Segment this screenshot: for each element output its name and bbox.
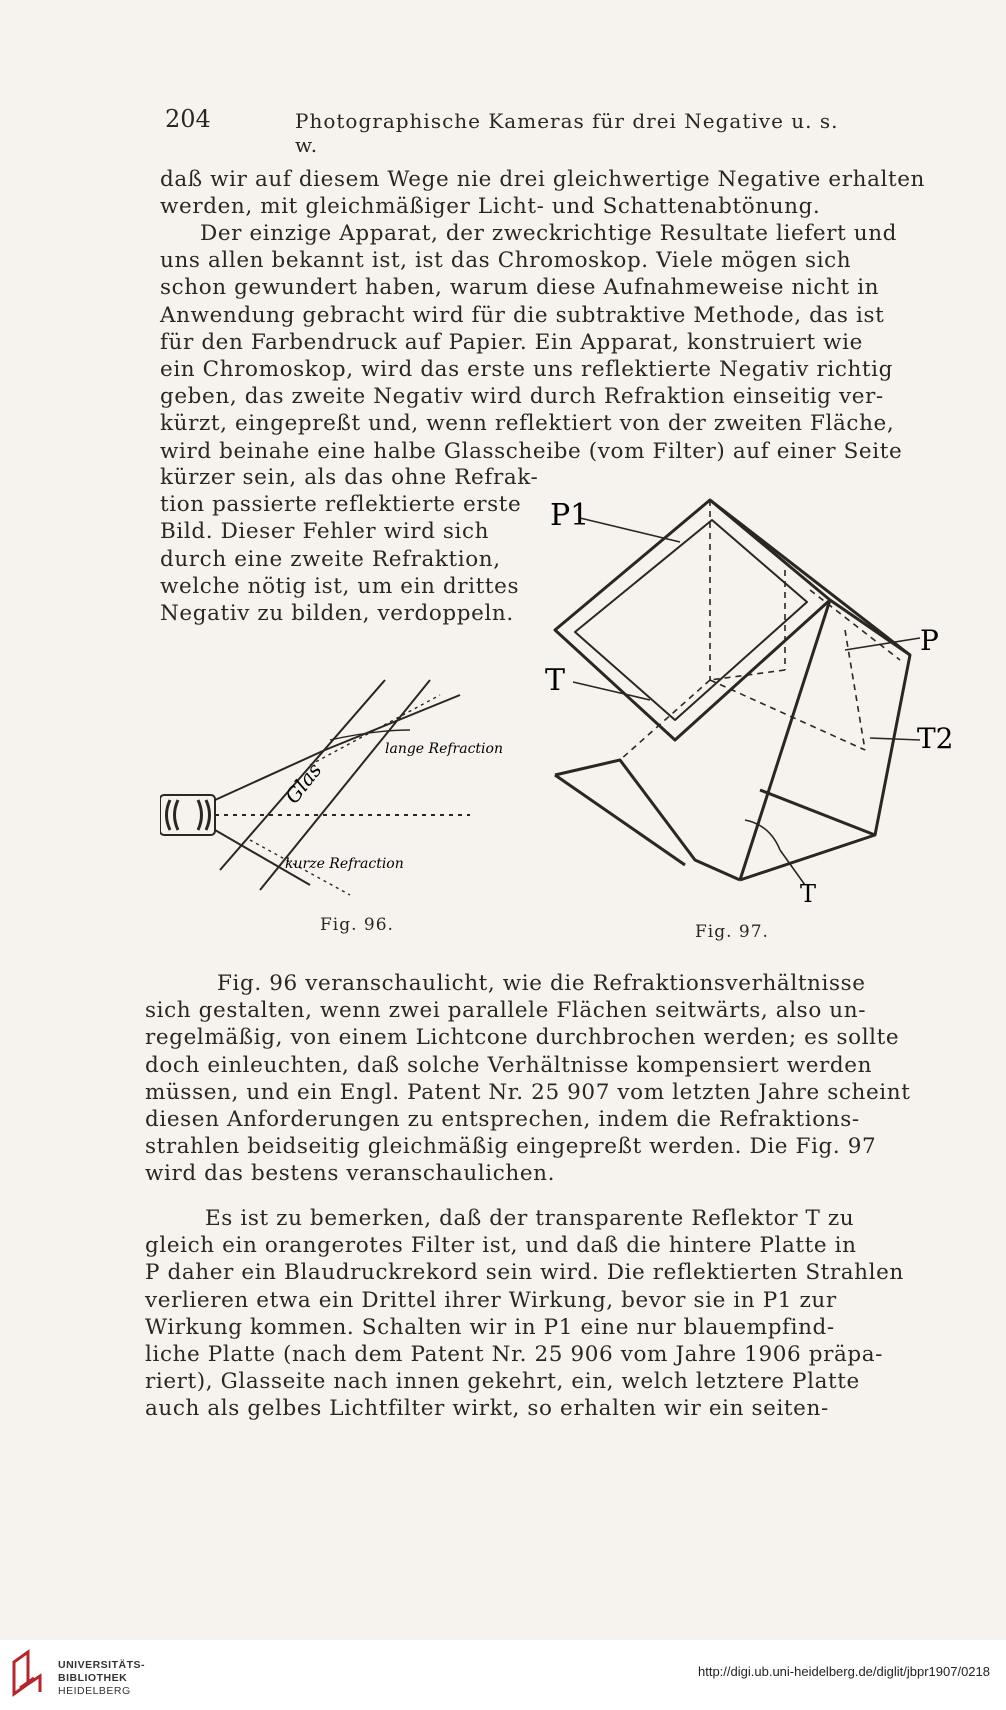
- text-line: doch einleuchten, daß solche Verhältnisse kompensiert werden: [145, 1052, 873, 1078]
- text-line: wird das bestens veranschaulichen.: [145, 1161, 556, 1187]
- text-line: regelmäßig, von einem Lichtcone durchbrochen werden; es sollte: [145, 1025, 900, 1051]
- text-line: wird beinahe eine halbe Glasscheibe (vom Filter) auf einer Seite: [160, 438, 903, 464]
- caption-fig-97: Fig. 97.: [695, 922, 769, 942]
- label-kurze-refraction: kurze Refraction: [285, 856, 404, 872]
- text-line: Anwendung gebracht wird für die subtraktive Methode, das ist: [160, 302, 885, 328]
- paragraph-3: [145, 970, 955, 1188]
- leader-t: [573, 682, 650, 700]
- text-line: werden, mit gleichmäßiger Licht- und Schattenabtönung.: [160, 194, 821, 220]
- text-line: verlieren etwa ein Drittel ihrer Wirkung, bevor sie in P1 zur: [145, 1287, 837, 1313]
- prism-base: [555, 760, 740, 880]
- text-line: liche Platte (nach dem Patent Nr. 25 906 vom Jahre 1906 präpa-: [145, 1342, 884, 1368]
- running-title: Photographische Kameras für drei Negative u. s. w.: [295, 109, 839, 157]
- label-t2: T2: [917, 722, 954, 755]
- logo-mark-paths: [14, 1652, 40, 1694]
- text-line: strahlen beidseitig gleichmäßig eingepreßt werden. Die Fig. 97: [145, 1134, 877, 1160]
- text-line: gleich ein orangerotes Filter ist, und daß die hintere Platte in: [145, 1233, 857, 1259]
- text-line: Der einzige Apparat, der zweckrichtige Resultate liefert und: [200, 221, 898, 246]
- text-line: P daher ein Blaudruckrekord sein wird. Die reflektierten Strahlen: [145, 1260, 904, 1286]
- text-line: welche nötig ist, um ein drittes: [160, 573, 520, 599]
- logo-text-line-2: BIBLIOTHEK: [58, 1672, 128, 1684]
- leader-t2: [870, 738, 920, 740]
- label-lange-refraction: lange Refraction: [385, 741, 503, 757]
- text-line: geben, das zweite Negativ wird durch Refraktion einseitig ver-: [160, 384, 884, 410]
- leader-p: [845, 638, 920, 650]
- paragraph-4: [145, 1205, 955, 1423]
- text-line: kürzt, eingepreßt und, wenn reflektiert von der zweiten Fläche,: [160, 411, 895, 437]
- text-line: schon gewundert haben, warum diese Aufnahmeweise nicht in: [160, 275, 880, 301]
- paragraph-1: [160, 166, 962, 220]
- text-line: Bild. Dieser Fehler wird sich: [160, 519, 490, 545]
- prism-outer: [710, 500, 910, 880]
- lens-icon: [160, 795, 215, 835]
- page-number: 204: [165, 105, 211, 133]
- text-line: müssen, und ein Engl. Patent Nr. 25 907 vom letzten Jahre scheint: [145, 1079, 911, 1105]
- source-url-link[interactable]: http://digi.ub.uni-heidelberg.de/diglit/jbpr1907/0218: [698, 1664, 990, 1679]
- text-line: tion passierte reflektierte erste: [160, 492, 522, 518]
- paragraph-2-continuation: [160, 464, 548, 627]
- figure-97: [545, 490, 965, 910]
- text-line: uns allen bekannt ist, ist das Chromoskop. Viele mögen sich: [160, 248, 852, 274]
- label-glas: Glas: [280, 758, 327, 809]
- label-p: P: [920, 624, 939, 657]
- figure-96: [160, 670, 520, 900]
- label-t: T: [545, 663, 566, 698]
- hidden-edge-3: [710, 680, 865, 750]
- logo-text-line-1: UNIVERSITÄTS-: [58, 1659, 146, 1671]
- footer-bar: [0, 1640, 1006, 1710]
- text-line: daß wir auf diesem Wege nie drei gleichwertige Negative erhalten: [160, 167, 925, 192]
- page-header: [165, 105, 865, 157]
- text-line: durch eine zweite Refraktion,: [160, 546, 501, 572]
- library-logo-icon: [10, 1648, 52, 1698]
- text-line: Es ist zu bemerken, daß der transparente Reflektor T zu: [205, 1206, 855, 1231]
- logo-text-line-3: HEIDELBERG: [58, 1685, 131, 1697]
- leader-p1: [580, 518, 680, 542]
- text-line: riert), Glasseite nach innen gekehrt, ein, welch letztere Platte: [145, 1369, 860, 1395]
- text-line: diesen Anforderungen zu entsprechen, indem die Refraktions-: [145, 1107, 860, 1133]
- prism-face: [760, 790, 875, 835]
- text-line: ein Chromoskop, wird das erste uns reflektierte Negativ richtig: [160, 357, 894, 383]
- label-p1: P1: [550, 498, 590, 533]
- text-line: Wirkung kommen. Schalten wir in P1 eine nur blauempfind-: [145, 1314, 835, 1340]
- text-line: auch als gelbes Lichtfilter wirkt, so erhalten wir ein seiten-: [145, 1396, 829, 1422]
- text-line: für den Farbendruck auf Papier. Ein Apparat, konstruiert wie: [160, 329, 863, 355]
- text-line: Fig. 96 veranschaulicht, wie die Refraktionsverhältnisse: [217, 971, 866, 996]
- paragraph-2: [160, 220, 962, 465]
- text-line: kürzer sein, als das ohne Refrak-: [160, 465, 539, 490]
- text-line: Negativ zu bilden, verdoppeln.: [160, 601, 514, 627]
- label-t-bottom: T: [800, 880, 817, 908]
- caption-fig-96: Fig. 96.: [320, 915, 394, 935]
- text-line: sich gestalten, wenn zwei parallele Flächen seitwärts, also un-: [145, 998, 867, 1024]
